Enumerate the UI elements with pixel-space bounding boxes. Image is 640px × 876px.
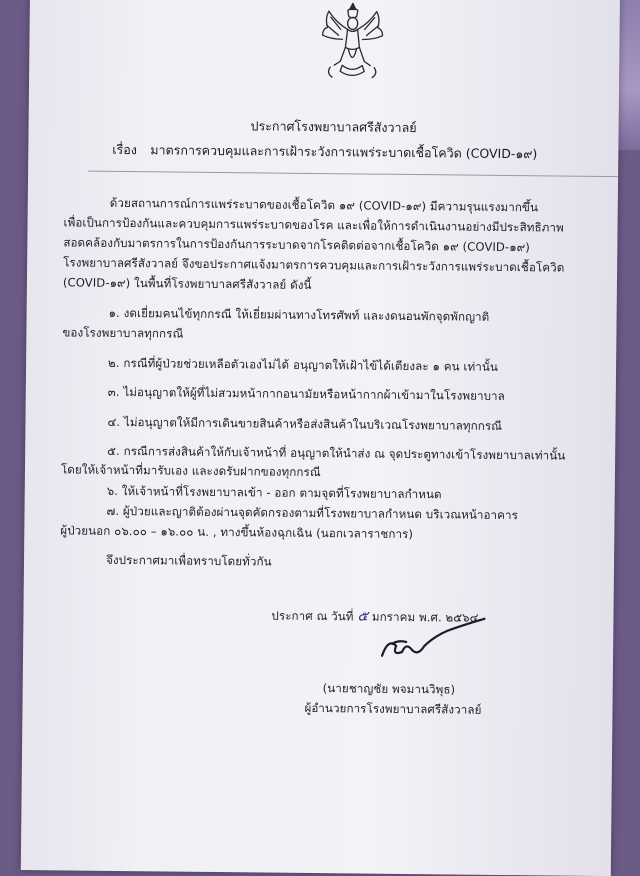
subject-label: เรื่อง [112, 141, 138, 158]
signer-position: ผู้อำนวยการโรงพยาบาลศรีสังวาลย์ [304, 700, 482, 717]
handwritten-signature [378, 616, 488, 665]
page-title: ประกาศโรงพยาบาลศรีสังวาลย์ [250, 118, 417, 136]
intro-line-4: โรงพยาบาลศรีสังวาลย์ จึงขอประกาศแจ้งมาตรการควบคุมและการเฝ้าระวังการแพร่ระบาดเชื้อโควิด [63, 255, 565, 275]
subject-text: มาตรการควบคุมและการเฝ้าระวังการแพร่ระบาดเชื้อโควิด (COVID-๑๙) [150, 142, 538, 162]
document-page [21, 0, 620, 876]
item-6: ๖. ให้เจ้าหน้าที่โรงพยาบาลเข้า - ออก ตามจุดที่โรงพยาบาลกำหนด [106, 483, 442, 502]
item-1: ๑. งดเยี่ยมคนไข้ทุกกรณี ให้เยี่ยมผ่านทางโทรศัพท์ และงดนอนพักจุดพักญาติ [108, 305, 490, 324]
closing-text: จึงประกาศมาเพื่อทราบโดยทั่วกัน [105, 552, 272, 569]
intro-line-2: เพื่อเป็นการป้องกันและควบคุมการแพร่ระบาดของโรค และเพื่อให้การดำเนินงานอย่างมีประสิทธิภาพ [63, 215, 564, 235]
date-suffix: มกราคม พ.ศ. ๒๕๖๔ [371, 609, 479, 625]
item-7-cont: ผู้ป่วยนอก ๐๖.๐๐ – ๑๖.๐๐ น. , ทางขึ้นห้องฉุกเฉิน (นอกเวลาราชการ) [60, 523, 414, 542]
garuda-emblem-icon [318, 0, 387, 82]
intro-line-5: (COVID-๑๙) ในพื้นที่โรงพยาบาลศรีสังวาลย์ ดังนี้ [62, 275, 312, 292]
item-3: ๓. ไม่อนุญาตให้ผู้ที่ไม่สวมหน้ากากอนามัยหรือหน้ากากผ้าเข้ามาในโรงพยาบาล [107, 384, 505, 403]
intro-line-1: ด้วยสถานการณ์การแพร่ระบาดของเชื้อโควิด ๑๙ (COVID-๑๙) มีความรุนแรงมากขึ้น [109, 195, 539, 215]
date-day: ๕ [357, 608, 369, 625]
item-2: ๒. กรณีที่ผู้ป่วยช่วยเหลือตัวเองไม่ได้ อนุญาตให้เฝ้าไข้ได้เตียงละ ๑ คน เท่านั้น [108, 355, 498, 374]
intro-line-3: สอดคล้องกับมาตรการในการป้องกันการระบาดจากโรคติดต่อจากเชื้อโควิด ๑๙ (COVID-๑๙) [63, 235, 531, 255]
item-4: ๔. ไม่อนุญาตให้มีการเดินขายสินค้าหรือส่งสินค้าในบริเวณโรงพยาบาลทุกกรณี [107, 414, 503, 433]
date-prefix: ประกาศ ณ วันที่ [271, 608, 354, 624]
signer-name: (นายชาญชัย พจมานวิพุธ) [322, 681, 456, 697]
item-5: ๕. กรณีการส่งสินค้าให้กับเจ้าหน้าที่ อนุญาตให้นำส่ง ณ จุดประตูทางเข้าโรงพยาบาลเท่านั้น [107, 443, 566, 463]
item-1-cont: ของโรงพยาบาลทุกกรณี [62, 325, 184, 341]
item-7: ๗. ผู้ป่วยและญาติต้องผ่านจุดคัดกรองตามที่โรงพยาบาลกำหนด บริเวณหน้าอาคาร [106, 503, 519, 523]
item-5-cont: โดยให้เจ้าหน้าที่มารับเอง และงดรับฝากของทุกกรณี [60, 462, 321, 480]
divider [88, 171, 618, 178]
